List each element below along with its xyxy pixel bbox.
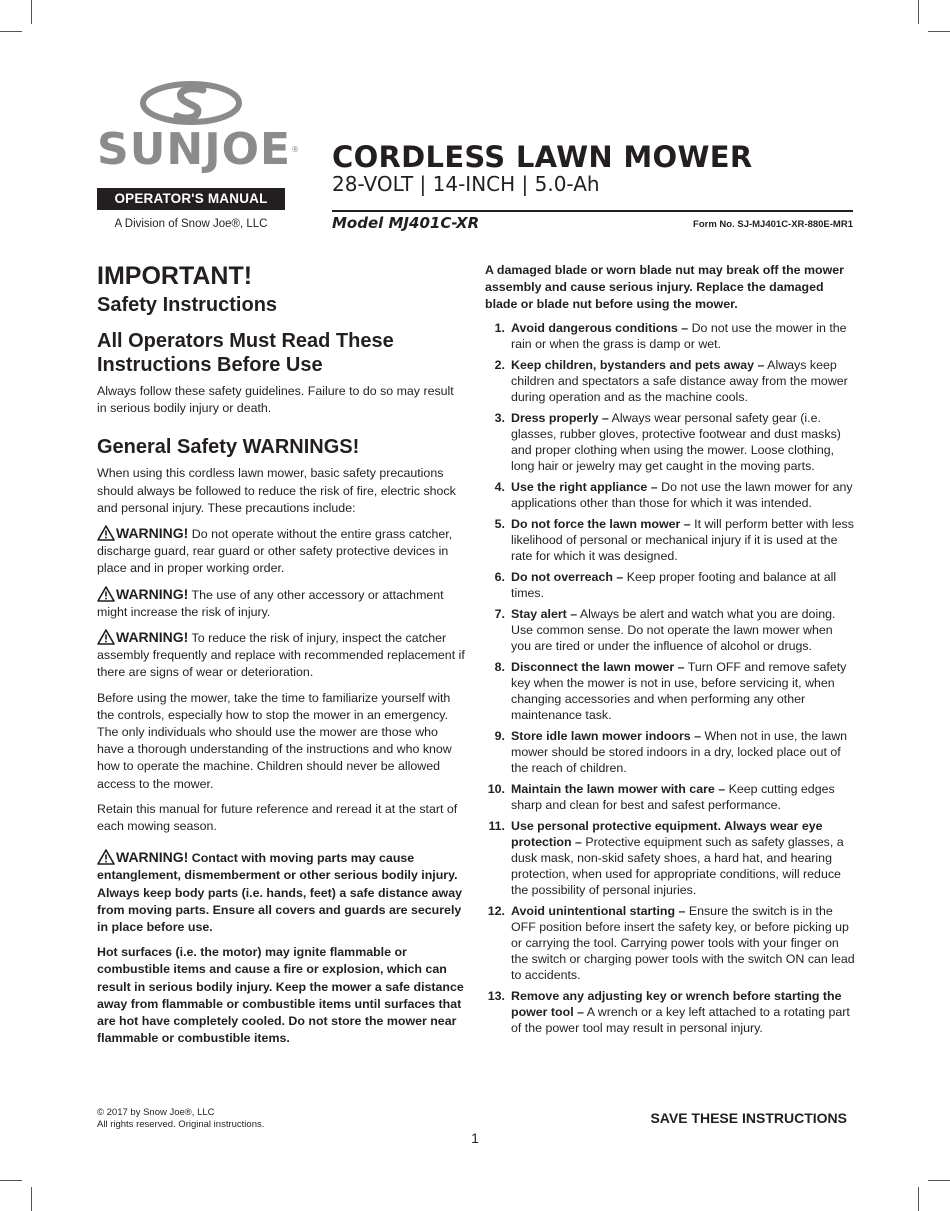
rule-text: It will perform better with less likelihood of personal or mechanical injury if it is used at the rate for which it was designed. bbox=[511, 516, 854, 563]
rule-text: Protective equipment such as safety glasses, a dusk mask, non-skid safety shoes, a hard hat, and hearing protection, when used for appropriate conditions, will reduce the possibility of personal injuries. bbox=[511, 834, 844, 897]
crop-mark bbox=[31, 0, 32, 24]
form-number: Form No. SJ-MJ401C-XR-880E-MR1 bbox=[693, 219, 853, 230]
warning-label: WARNING! bbox=[116, 629, 189, 646]
safety-rule-item bbox=[485, 357, 855, 405]
safety-rule-item bbox=[485, 781, 855, 813]
important-heading: IMPORTANT! bbox=[97, 262, 253, 290]
warning-text: The use of any other accessory or attachment might increase the risk of injury. bbox=[97, 587, 444, 619]
rule-number: 1. bbox=[494, 320, 505, 335]
rule-title: Disconnect the lawn mower – bbox=[511, 659, 685, 674]
rule-number: 3. bbox=[494, 410, 505, 425]
safety-rule-item bbox=[485, 728, 855, 776]
warning-paragraph bbox=[97, 586, 465, 621]
warning-text: Contact with moving parts may cause entanglement, dismemberment or other serious bodily injury. Always keep body parts (i.e. hands, feet) a safe distance away from moving parts. Ensure all covers and guards are securely in place before use. bbox=[97, 851, 462, 935]
intro-paragraph: Always follow these safety guidelines. Failure to do so may result in serious bodily injury or death. bbox=[97, 384, 454, 416]
rule-title: Keep children, bystanders and pets away – bbox=[511, 357, 765, 372]
rule-number: 6. bbox=[494, 569, 505, 584]
division-text: A Division of Snow Joe®, LLC bbox=[114, 218, 268, 230]
safety-instructions-heading: Safety Instructions bbox=[97, 294, 278, 316]
rule-title: Use personal protective equipment. Always wear eye protection – bbox=[511, 818, 823, 849]
rule-title: Use the right appliance – bbox=[511, 479, 658, 494]
safety-rule-item bbox=[485, 988, 855, 1036]
rule-number: 8. bbox=[494, 659, 505, 674]
rule-text: When not in use, the lawn mower should be stored indoors in a dry, locked place out of the reach of children. bbox=[511, 728, 848, 775]
rule-number: 12. bbox=[487, 903, 505, 918]
rule-number: 5. bbox=[494, 516, 505, 531]
safety-rule-item bbox=[485, 659, 855, 723]
rule-number: 9. bbox=[494, 728, 505, 743]
crop-mark bbox=[0, 31, 22, 32]
general-paragraph: When using this cordless lawn mower, basic safety precautions should always be followed to reduce the risk of fire, electric shock and personal injury. These precautions include: bbox=[97, 466, 456, 515]
warning-paragraph bbox=[97, 629, 465, 682]
rule-title: Store idle lawn mower indoors – bbox=[511, 728, 702, 743]
hot-surfaces-paragraph: Hot surfaces (i.e. the motor) may ignite flammable or combustible items and cause a fire or explosion, which can result in serious bodily injury. Keep the mower a safe distance away from flammable or combustible items until surfaces that are hot have completely cooled. Do not store the mower near flammable or combustible items. bbox=[97, 945, 464, 1046]
rule-text: Turn OFF and remove safety key when the mower is not in use, before servicing it, when changing accessories and when performing any other maintenance task. bbox=[511, 659, 847, 722]
safety-rule-item bbox=[485, 569, 855, 601]
crop-mark bbox=[928, 31, 950, 32]
model-number: Model MJ401C-XR bbox=[332, 214, 480, 232]
rule-text: Do not use the mower in the rain or when the grass is damp or wet. bbox=[511, 320, 847, 351]
general-warnings-heading: General Safety WARNINGS! bbox=[97, 436, 360, 459]
all-operators-heading: All Operators Must Read These Instructions Before Use bbox=[97, 330, 394, 376]
operators-manual-label: OPERATOR'S MANUAL bbox=[97, 188, 285, 210]
rights-line: All rights reserved. Original instructions. bbox=[97, 1119, 265, 1130]
rule-text: Keep cutting edges sharp and clean for best and safest performance. bbox=[511, 781, 835, 812]
rule-number: 7. bbox=[494, 606, 505, 621]
warning-triangle-icon bbox=[97, 629, 115, 645]
safety-rule-item bbox=[485, 818, 855, 898]
moving-parts-warning bbox=[97, 849, 465, 936]
crop-mark bbox=[918, 1187, 919, 1211]
rule-number: 11. bbox=[488, 818, 505, 833]
rule-title: Stay alert – bbox=[511, 606, 578, 621]
sunjoe-swirl-icon bbox=[97, 80, 285, 126]
safety-rule-item bbox=[485, 479, 855, 511]
warning-text: To reduce the risk of injury, inspect the catcher assembly frequently and replace with recommended replacement if there are signs of wear or deterioration. bbox=[97, 631, 465, 680]
document-title: CORDLESS LAWN MOWER bbox=[332, 140, 753, 174]
safety-rules-list bbox=[485, 320, 855, 1036]
rule-text: A wrench or a key left attached to a rotating part of the power tool may result in personal injury. bbox=[511, 1004, 850, 1035]
rule-title: Avoid unintentional starting – bbox=[511, 903, 686, 918]
save-instructions: SAVE THESE INSTRUCTIONS bbox=[650, 1110, 847, 1126]
rule-title: Avoid dangerous conditions – bbox=[511, 320, 689, 335]
safety-rule-item bbox=[485, 320, 855, 352]
safety-rule-item bbox=[485, 606, 855, 654]
copyright-line: © 2017 by Snow Joe®, LLC bbox=[97, 1107, 215, 1118]
warning-text: Do not operate without the entire grass catcher, discharge guard, rear guard or other safety protective devices in place and in proper working order. bbox=[97, 527, 453, 576]
rule-title: Do not force the lawn mower – bbox=[511, 516, 691, 531]
warning-label: WARNING! bbox=[116, 525, 189, 542]
safety-rule-item bbox=[485, 903, 855, 983]
rule-text: Keep proper footing and balance at all times. bbox=[511, 569, 837, 600]
damaged-blade-paragraph: A damaged blade or worn blade nut may break off the mower assembly and cause serious injury. Replace the damaged blade or blade nut before using the mower. bbox=[485, 263, 844, 312]
rule-text: Always be alert and watch what you are doing. Use common sense. Do not operate the lawn mower when you are tired or under the influence of alcohol or drugs. bbox=[511, 606, 836, 653]
rule-title: Remove any adjusting key or wrench before starting the power tool – bbox=[511, 988, 842, 1019]
copyright bbox=[97, 1107, 264, 1131]
page-number: 1 bbox=[471, 1130, 479, 1146]
crop-mark bbox=[918, 0, 919, 24]
retain-paragraph: Retain this manual for future reference and reread it at the start of each mowing season. bbox=[97, 801, 458, 834]
before-using-paragraph: Before using the mower, take the time to familiarize yourself with the controls, especially how to stop the mower in an emergency. The only individuals who should use the mower are those who have a thorough understanding of the instructions and who know how to operate the machine. Children should never be allowed access to the mower. bbox=[97, 690, 452, 791]
rule-title: Maintain the lawn mower with care – bbox=[511, 781, 726, 796]
rule-text: Ensure the switch is in the OFF position before insert the safety key, or before picking up or carrying the tool. Carrying power tools with your finger on the switch or charging power tools with the switch ON can lead to accidents. bbox=[511, 903, 855, 982]
warning-paragraph bbox=[97, 525, 465, 578]
rule-title: Do not overreach – bbox=[511, 569, 624, 584]
warning-label: WARNING! bbox=[116, 585, 189, 602]
safety-rule-item bbox=[485, 410, 855, 474]
rule-text: Always keep children and spectators a safe distance away from the mower during operation and as the machine cools. bbox=[511, 357, 848, 404]
safety-rule-item bbox=[485, 516, 855, 564]
rule-text: Always wear personal safety gear (i.e. glasses, rubber gloves, protective footwear and dust masks) and proper clothing when using the mower. Loose clothing, long hair or jewelry may get caught in the moving parts. bbox=[511, 410, 841, 473]
rule-number: 13. bbox=[487, 988, 505, 1003]
rule-number: 10. bbox=[487, 781, 505, 796]
warning-triangle-icon bbox=[97, 586, 115, 602]
crop-mark bbox=[0, 1180, 22, 1181]
left-column bbox=[97, 262, 465, 1056]
warning-triangle-icon bbox=[97, 525, 115, 541]
header-rule bbox=[332, 210, 853, 212]
rule-title: Dress properly – bbox=[511, 410, 609, 425]
warning-label: WARNING! bbox=[116, 849, 189, 866]
brand-logo bbox=[97, 80, 301, 175]
crop-mark bbox=[928, 1180, 950, 1181]
warning-triangle-icon bbox=[97, 849, 115, 865]
rule-text: Do not use the lawn mower for any applications other than those for which it was intended. bbox=[511, 479, 853, 510]
rule-number: 4. bbox=[494, 479, 505, 494]
right-column bbox=[485, 262, 855, 1041]
crop-mark bbox=[31, 1187, 32, 1211]
logo-wordmark: SUNJOE® bbox=[97, 124, 301, 175]
document-subtitle: 28-VOLT | 14-INCH | 5.0-Ah bbox=[332, 172, 600, 196]
rule-number: 2. bbox=[494, 357, 505, 372]
